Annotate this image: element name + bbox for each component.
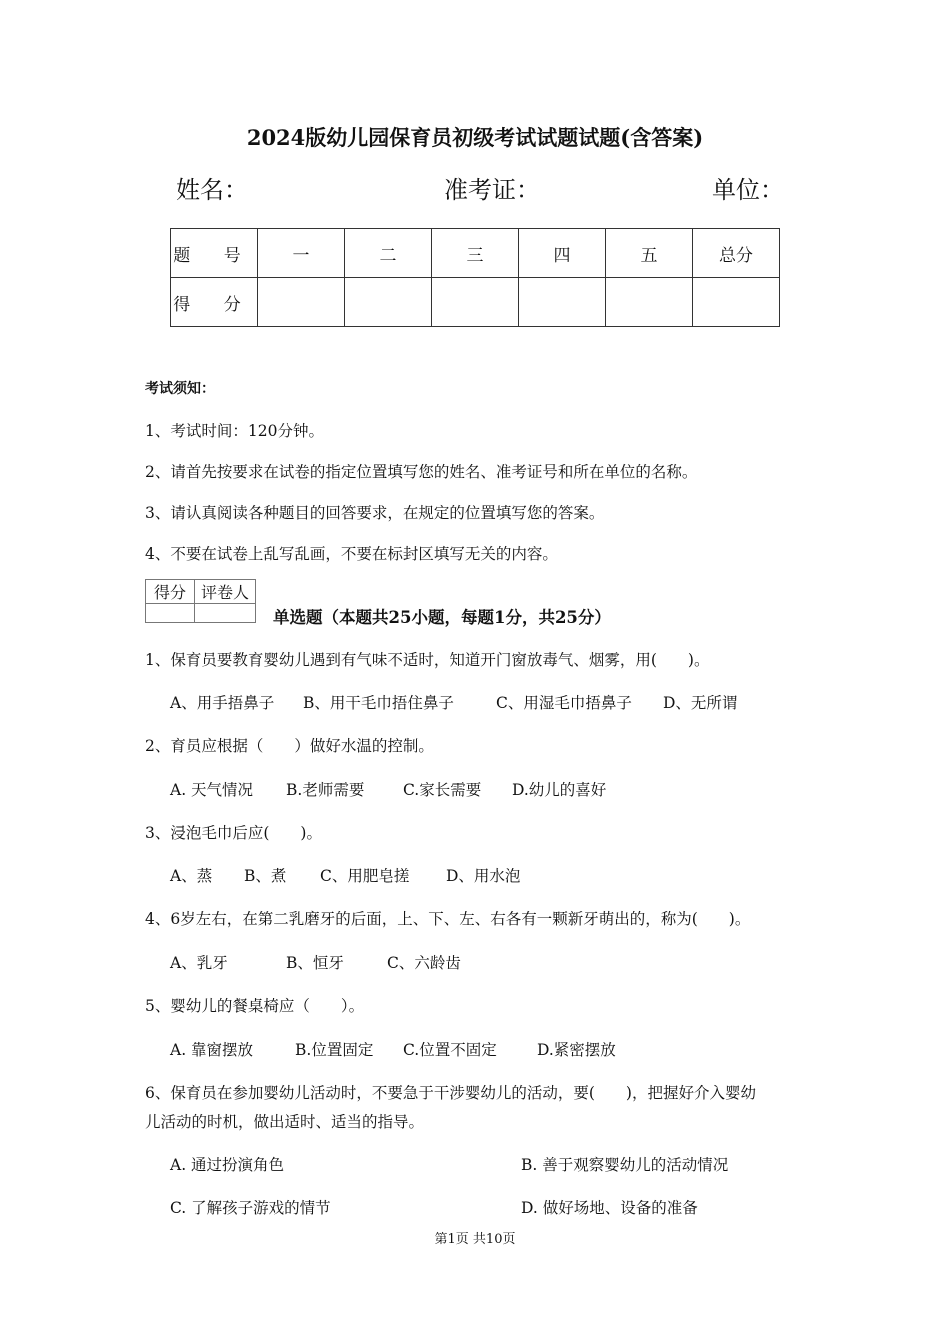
- question-option[interactable]: D. 做好场地、设备的准备: [521, 1199, 698, 1217]
- section-title: 单选题（本题共25小题，每题1分，共25分）: [273, 608, 611, 627]
- score-cell[interactable]: [432, 278, 519, 327]
- question-stem-continuation: 儿活动的时机，做出适时、适当的指导。: [145, 1113, 425, 1131]
- grader-box: [145, 579, 256, 623]
- notice-item: 3、请认真阅读各种题目的回答要求，在规定的位置填写您的答案。: [145, 504, 605, 522]
- grader-score-label: 得分: [146, 580, 195, 604]
- question-option[interactable]: B、恒牙: [286, 954, 344, 972]
- question-stem: 2、育员应根据（ ）做好水温的控制。: [145, 737, 434, 755]
- notice-heading: 考试须知：: [145, 381, 215, 397]
- question-stem: 5、婴幼儿的餐桌椅应（ ）。: [145, 997, 365, 1015]
- notice-item: 1、考试时间：120分钟。: [145, 422, 324, 440]
- page-footer: 第1页 共10页: [434, 1232, 516, 1247]
- question-stem: 1、保育员要教育婴幼儿遇到有气味不适时，知道开门窗放毒气、烟雾，用( )。: [145, 651, 710, 669]
- question-option[interactable]: C.家长需要: [403, 781, 482, 799]
- question-option[interactable]: D.紧密摆放: [537, 1041, 616, 1059]
- score-cell[interactable]: [606, 278, 693, 327]
- score-header-cell: 二: [345, 229, 432, 278]
- score-row-label: 得 分: [171, 278, 258, 327]
- score-cell[interactable]: [258, 278, 345, 327]
- grader-reviewer-label: 评卷人: [195, 580, 256, 604]
- score-cell[interactable]: [345, 278, 432, 327]
- grader-reviewer-cell[interactable]: [195, 604, 256, 623]
- score-header-cell: 题 号: [171, 229, 258, 278]
- score-header-cell: 总分: [693, 229, 780, 278]
- question-option[interactable]: B. 善于观察婴幼儿的活动情况: [521, 1156, 729, 1174]
- notice-item: 4、不要在试卷上乱写乱画，不要在标封区填写无关的内容。: [145, 545, 558, 563]
- score-header-cell: 一: [258, 229, 345, 278]
- question-option[interactable]: A、用手捂鼻子: [170, 694, 275, 712]
- question-option[interactable]: C、六龄齿: [387, 954, 461, 972]
- score-table: [170, 228, 780, 327]
- question-option[interactable]: B.位置固定: [295, 1041, 374, 1059]
- page-title: 2024版幼儿园保育员初级考试试题试题(含答案): [246, 125, 704, 150]
- question-option[interactable]: C、用湿毛巾捂鼻子: [496, 694, 632, 712]
- score-header-cell: 五: [606, 229, 693, 278]
- question-option[interactable]: D.幼儿的喜好: [512, 781, 607, 799]
- score-cell[interactable]: [519, 278, 606, 327]
- question-option[interactable]: C. 了解孩子游戏的情节: [170, 1199, 331, 1217]
- question-option[interactable]: B、用干毛巾捂住鼻子: [303, 694, 454, 712]
- notice-item: 2、请首先按要求在试卷的指定位置填写您的姓名、准考证号和所在单位的名称。: [145, 463, 698, 481]
- question-option[interactable]: A. 天气情况: [170, 781, 254, 799]
- question-option[interactable]: C.位置不固定: [403, 1041, 497, 1059]
- score-table-score-row: [171, 278, 780, 327]
- question-stem: 4、6岁左右，在第二乳磨牙的后面，上、下、左、右各有一颗新牙萌出的，称为( )。: [145, 910, 751, 928]
- question-option[interactable]: A. 通过扮演角色: [170, 1156, 285, 1174]
- name-field-label: 姓名：: [176, 176, 248, 204]
- question-option[interactable]: C、用肥皂搓: [320, 867, 410, 885]
- question-option[interactable]: D、无所谓: [663, 694, 738, 712]
- score-cell[interactable]: [693, 278, 780, 327]
- unit-field-label: 单位：: [712, 176, 784, 204]
- question-option[interactable]: B.老师需要: [286, 781, 365, 799]
- score-header-cell: 四: [519, 229, 606, 278]
- question-option[interactable]: D、用水泡: [446, 867, 521, 885]
- question-option[interactable]: A、乳牙: [170, 954, 228, 972]
- exam-number-field-label: 准考证：: [444, 176, 540, 204]
- grader-score-cell[interactable]: [146, 604, 195, 623]
- question-option[interactable]: A、蒸: [170, 867, 213, 885]
- question-stem: 6、保育员在参加婴幼儿活动时，不要急于干涉婴幼儿的活动，要( )，把握好介入婴幼: [145, 1084, 756, 1102]
- question-option[interactable]: A. 靠窗摆放: [170, 1041, 254, 1059]
- question-option[interactable]: B、煮: [244, 867, 287, 885]
- score-header-cell: 三: [432, 229, 519, 278]
- question-stem: 3、浸泡毛巾后应( )。: [145, 824, 322, 842]
- score-table-header-row: [171, 229, 780, 278]
